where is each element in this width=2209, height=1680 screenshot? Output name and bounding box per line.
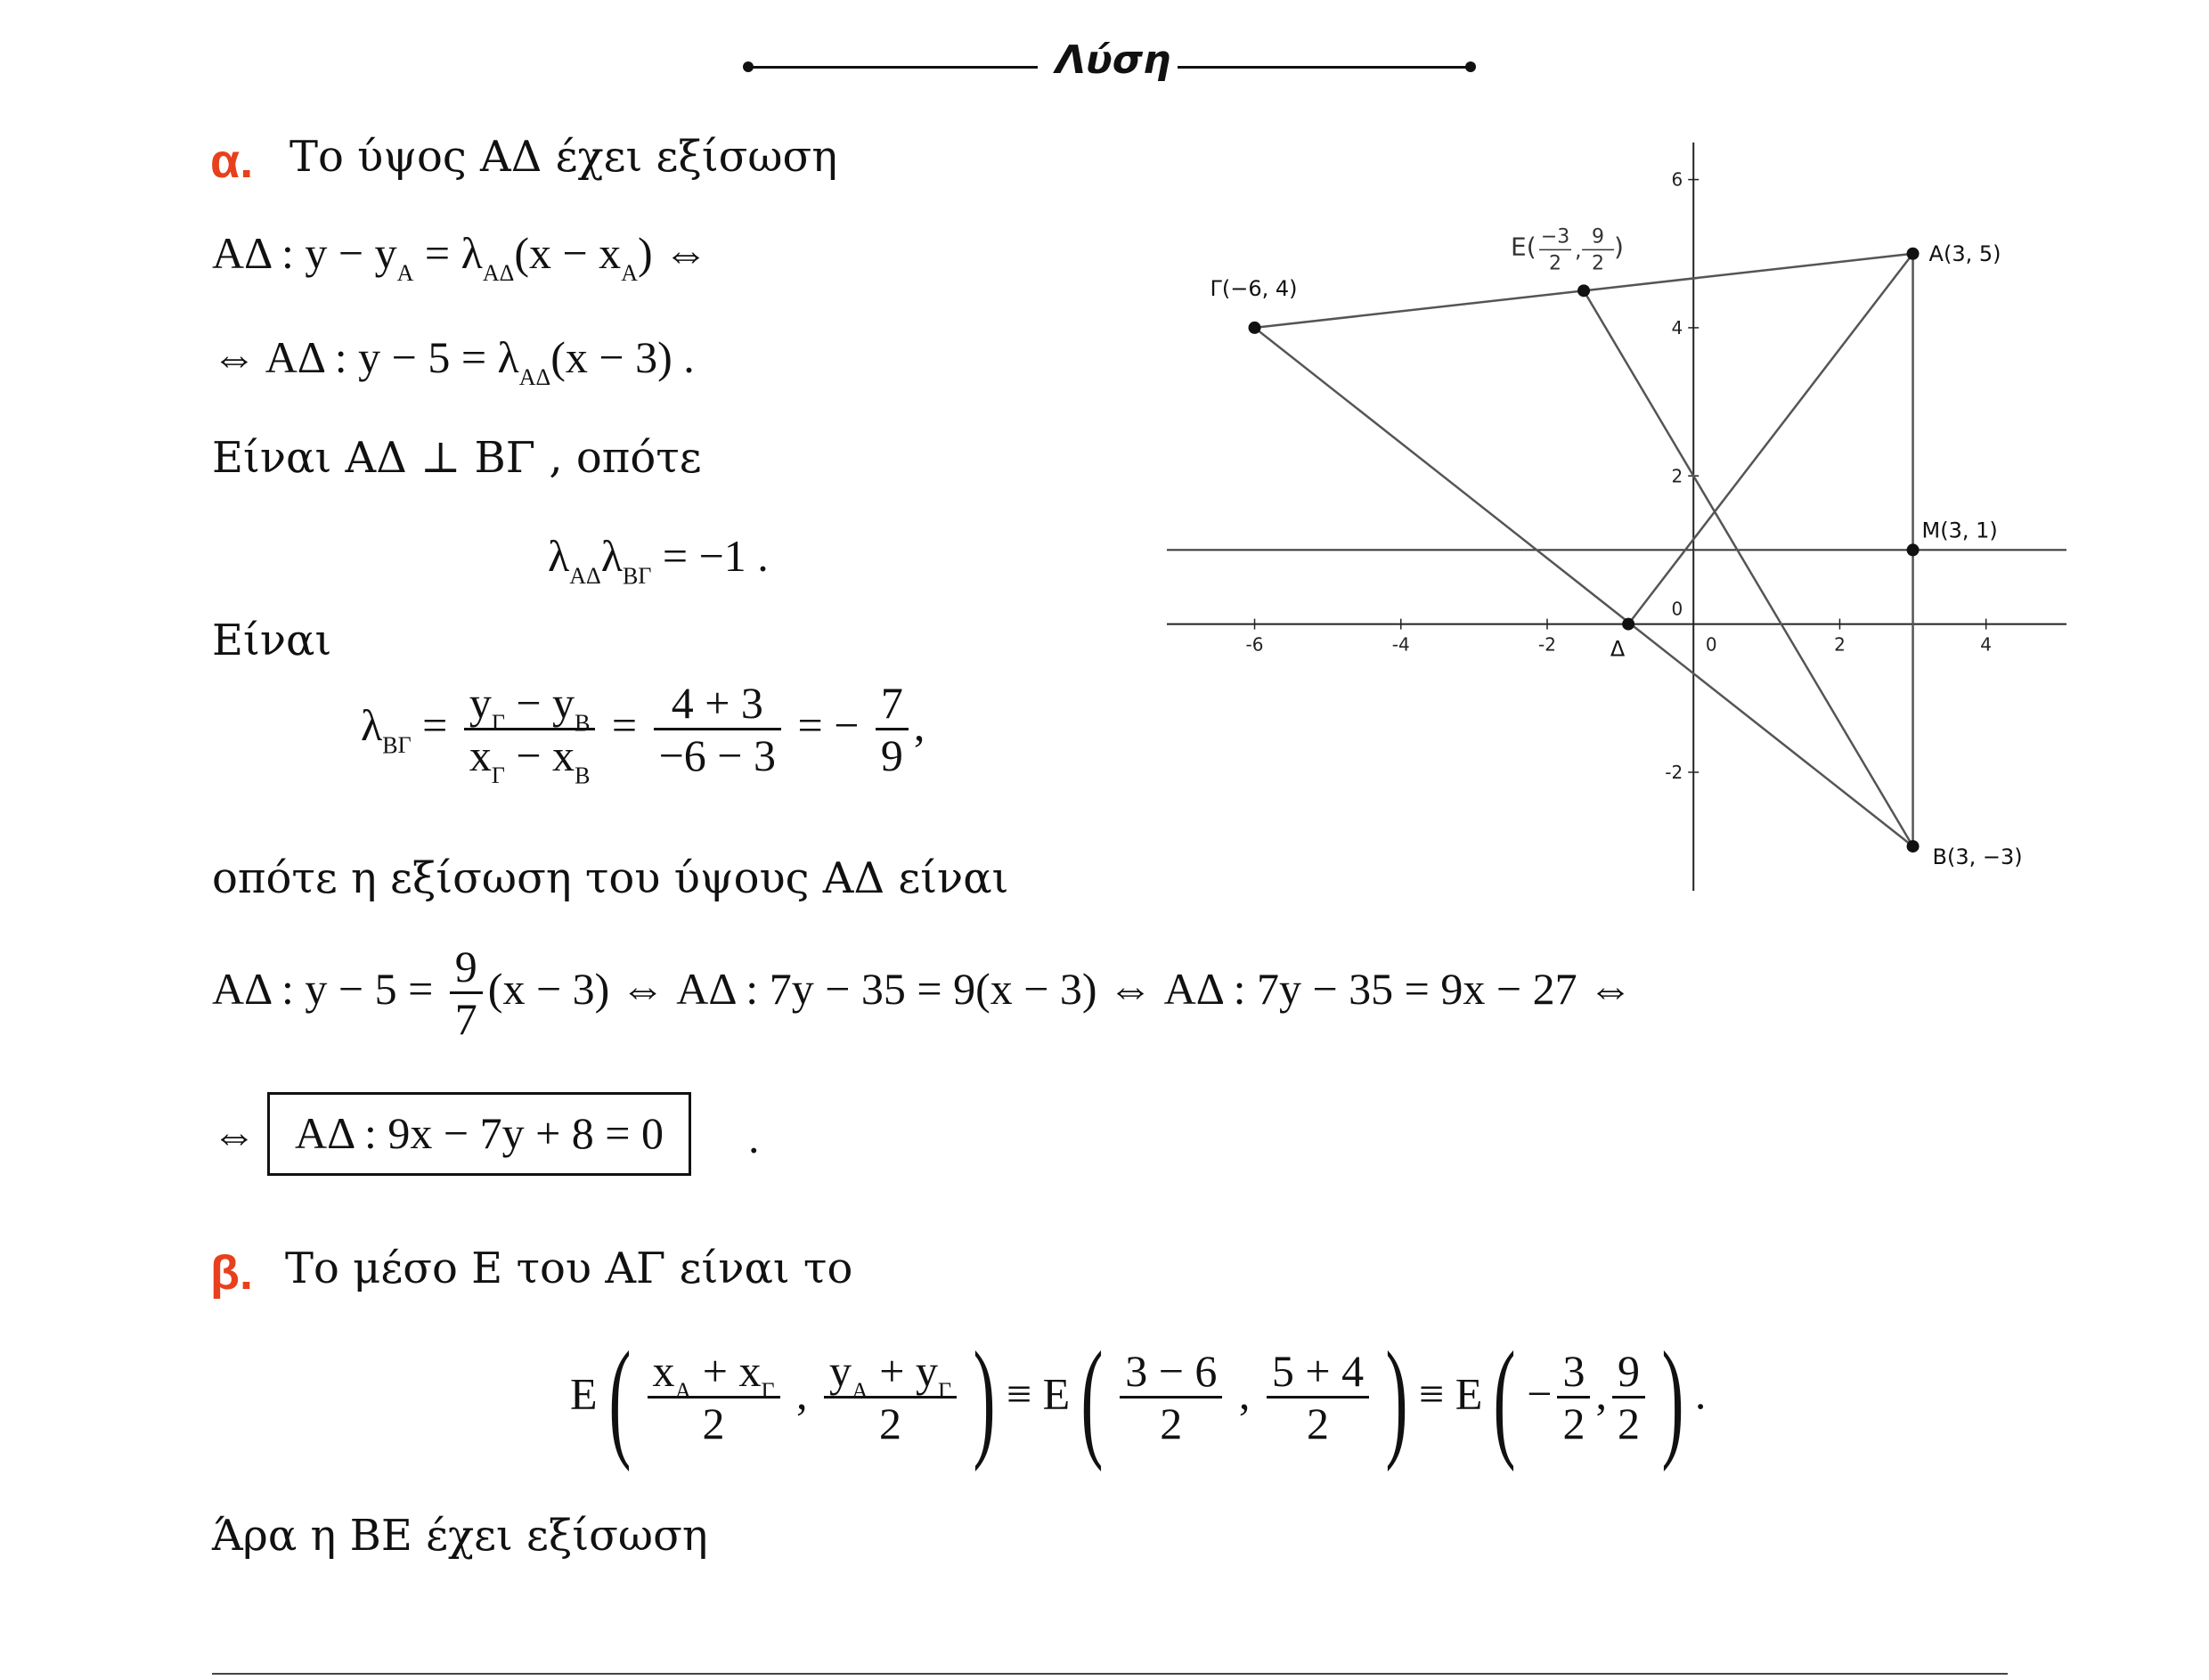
point-b (1907, 840, 1920, 852)
x-tick-label: -2 (1538, 633, 1556, 656)
final-arrow: ⇔ (212, 1110, 257, 1160)
header-line-right (1178, 66, 1471, 69)
slope-bg-equation: $\lambda_{B\Gamma}$ = $\frac{y_\Gamma - y_B}{x_\Gamma - x_B}$ = $\frac{4 + 3}{-6 - 3}$ = − $\frac{7}{9}$ , (361, 678, 925, 788)
part-b-intro: Το μέσο Ε του ΑΓ είναι το (285, 1244, 853, 1293)
equation-ad-derivation: ΑΔ : y − 5 = $\frac{9}{7}$ (x − 3) ⇔ ΑΔ : 7y − 35 = 9(x − 3) ⇔ ΑΔ : 7y − 35 = 9x − 27 ⇔ (212, 942, 1634, 1044)
label-e-comma: , (1575, 237, 1582, 263)
header-title: Λύση (1056, 37, 1171, 83)
midpoint-equation: Ε( $\frac{x_A + x_\Gamma}{2}$ , $\frac{y_A + y_\Gamma}{2}$ ) ≡ Ε( $\frac{3 - 6}{2}$ , $\frac{5 + 4}{2}$ ) ≡ Ε( − $\frac{3}{2}$ , $\frac{9}{2}$ ) . (570, 1325, 1707, 1472)
perpendicular-statement: Είναι ΑΔ ⊥ ΒΓ , οπότε (212, 433, 702, 483)
footer-rule (212, 1673, 2008, 1675)
label-m: M(3, 1) (1921, 518, 1998, 543)
y-tick-label: -2 (1665, 761, 1683, 783)
label-e-frac2-num: 9 (1592, 225, 1605, 249)
label-b: B(3, −3) (1932, 844, 2023, 870)
y-tick-label: 6 (1671, 168, 1683, 191)
side-gb (1255, 328, 1913, 846)
midpoint-y-fraction: $\frac{y_A + y_\Gamma}{2}$ (824, 1347, 957, 1450)
slope-product: $\lambda_{A\Delta}\lambda_{B\Gamma} = -1$ . (548, 531, 769, 589)
label-d: Δ (1610, 636, 1626, 662)
label-e-frac1-den: 2 (1549, 252, 1562, 275)
so-text: οπότε η εξίσωση του ύψους ΑΔ είναι (212, 853, 1009, 903)
midpoint-y-numeric: $\frac{5 + 4}{2}$ (1267, 1347, 1369, 1450)
slope-fraction-numeric: $\frac{4 + 3}{-6 - 3}$ (654, 679, 781, 782)
x-tick-label: -4 (1391, 633, 1410, 656)
x-tick-label: 0 (1705, 633, 1717, 656)
geometry-figure (1167, 143, 2066, 891)
midpoint-x-fraction: $\frac{x_A + x_\Gamma}{2}$ (648, 1347, 780, 1450)
fraction-9-over-7: $\frac{9}{7}$ (450, 942, 483, 1046)
label-e-suffix: ) (1614, 232, 1624, 262)
point-a (1907, 248, 1920, 260)
median-be (1584, 290, 1913, 846)
label-e-frac2-den: 2 (1592, 252, 1605, 275)
x-tick-label: 2 (1834, 633, 1846, 656)
ara-text: Άρα η ΒΕ έχει εξίσωση (212, 1511, 708, 1561)
part-b-label: β. (210, 1246, 253, 1300)
label-e-frac1-num: −3 (1540, 225, 1570, 249)
label-e-prefix: Ε( (1511, 232, 1537, 262)
slope-fraction-result: $\frac{7}{9}$ (876, 679, 909, 782)
y-tick-label: 0 (1671, 598, 1683, 620)
einai-text: Είναι (212, 616, 332, 665)
part-a-intro: Το ύψος ΑΔ έχει εξίσωση (289, 132, 838, 182)
label-a: A(3, 5) (1928, 241, 2001, 266)
equation-ad-point: ⇔ ΑΔ : $y - 5 = \lambda_{A\Delta}(x - 3)$ . (212, 332, 695, 390)
header-dot-left (743, 61, 754, 72)
midpoint-y-result: $\frac{9}{2}$ (1612, 1347, 1645, 1450)
point-m (1907, 543, 1920, 556)
equation-ad-general: ΑΔ : $y - y_A = \lambda_{A\Delta}(x - x_A)$ ⇔ (212, 228, 709, 286)
midpoint-x-numeric: $\frac{3 - 6}{2}$ (1120, 1347, 1222, 1450)
y-tick-label: 4 (1671, 316, 1683, 338)
part-a-label: α. (210, 135, 254, 188)
header-dot-right (1465, 61, 1476, 72)
x-tick-label: -6 (1245, 633, 1264, 656)
label-g: Γ(−6, 4) (1210, 275, 1298, 301)
boxed-answer: ΑΔ : 9x − 7y + 8 = 0 (267, 1092, 691, 1176)
midpoint-x-result: $\frac{3}{2}$ (1557, 1347, 1590, 1450)
point-g (1249, 322, 1261, 334)
final-dot: . (748, 1113, 760, 1162)
x-tick-label: 4 (1980, 633, 1993, 656)
point-e (1577, 284, 1590, 297)
y-tick-label: 2 (1671, 465, 1683, 487)
header-line-left (748, 66, 1038, 69)
point-d (1622, 618, 1634, 631)
slope-fraction-symbolic: $\frac{y_\Gamma - y_B}{x_\Gamma - x_B}$ (464, 679, 596, 782)
